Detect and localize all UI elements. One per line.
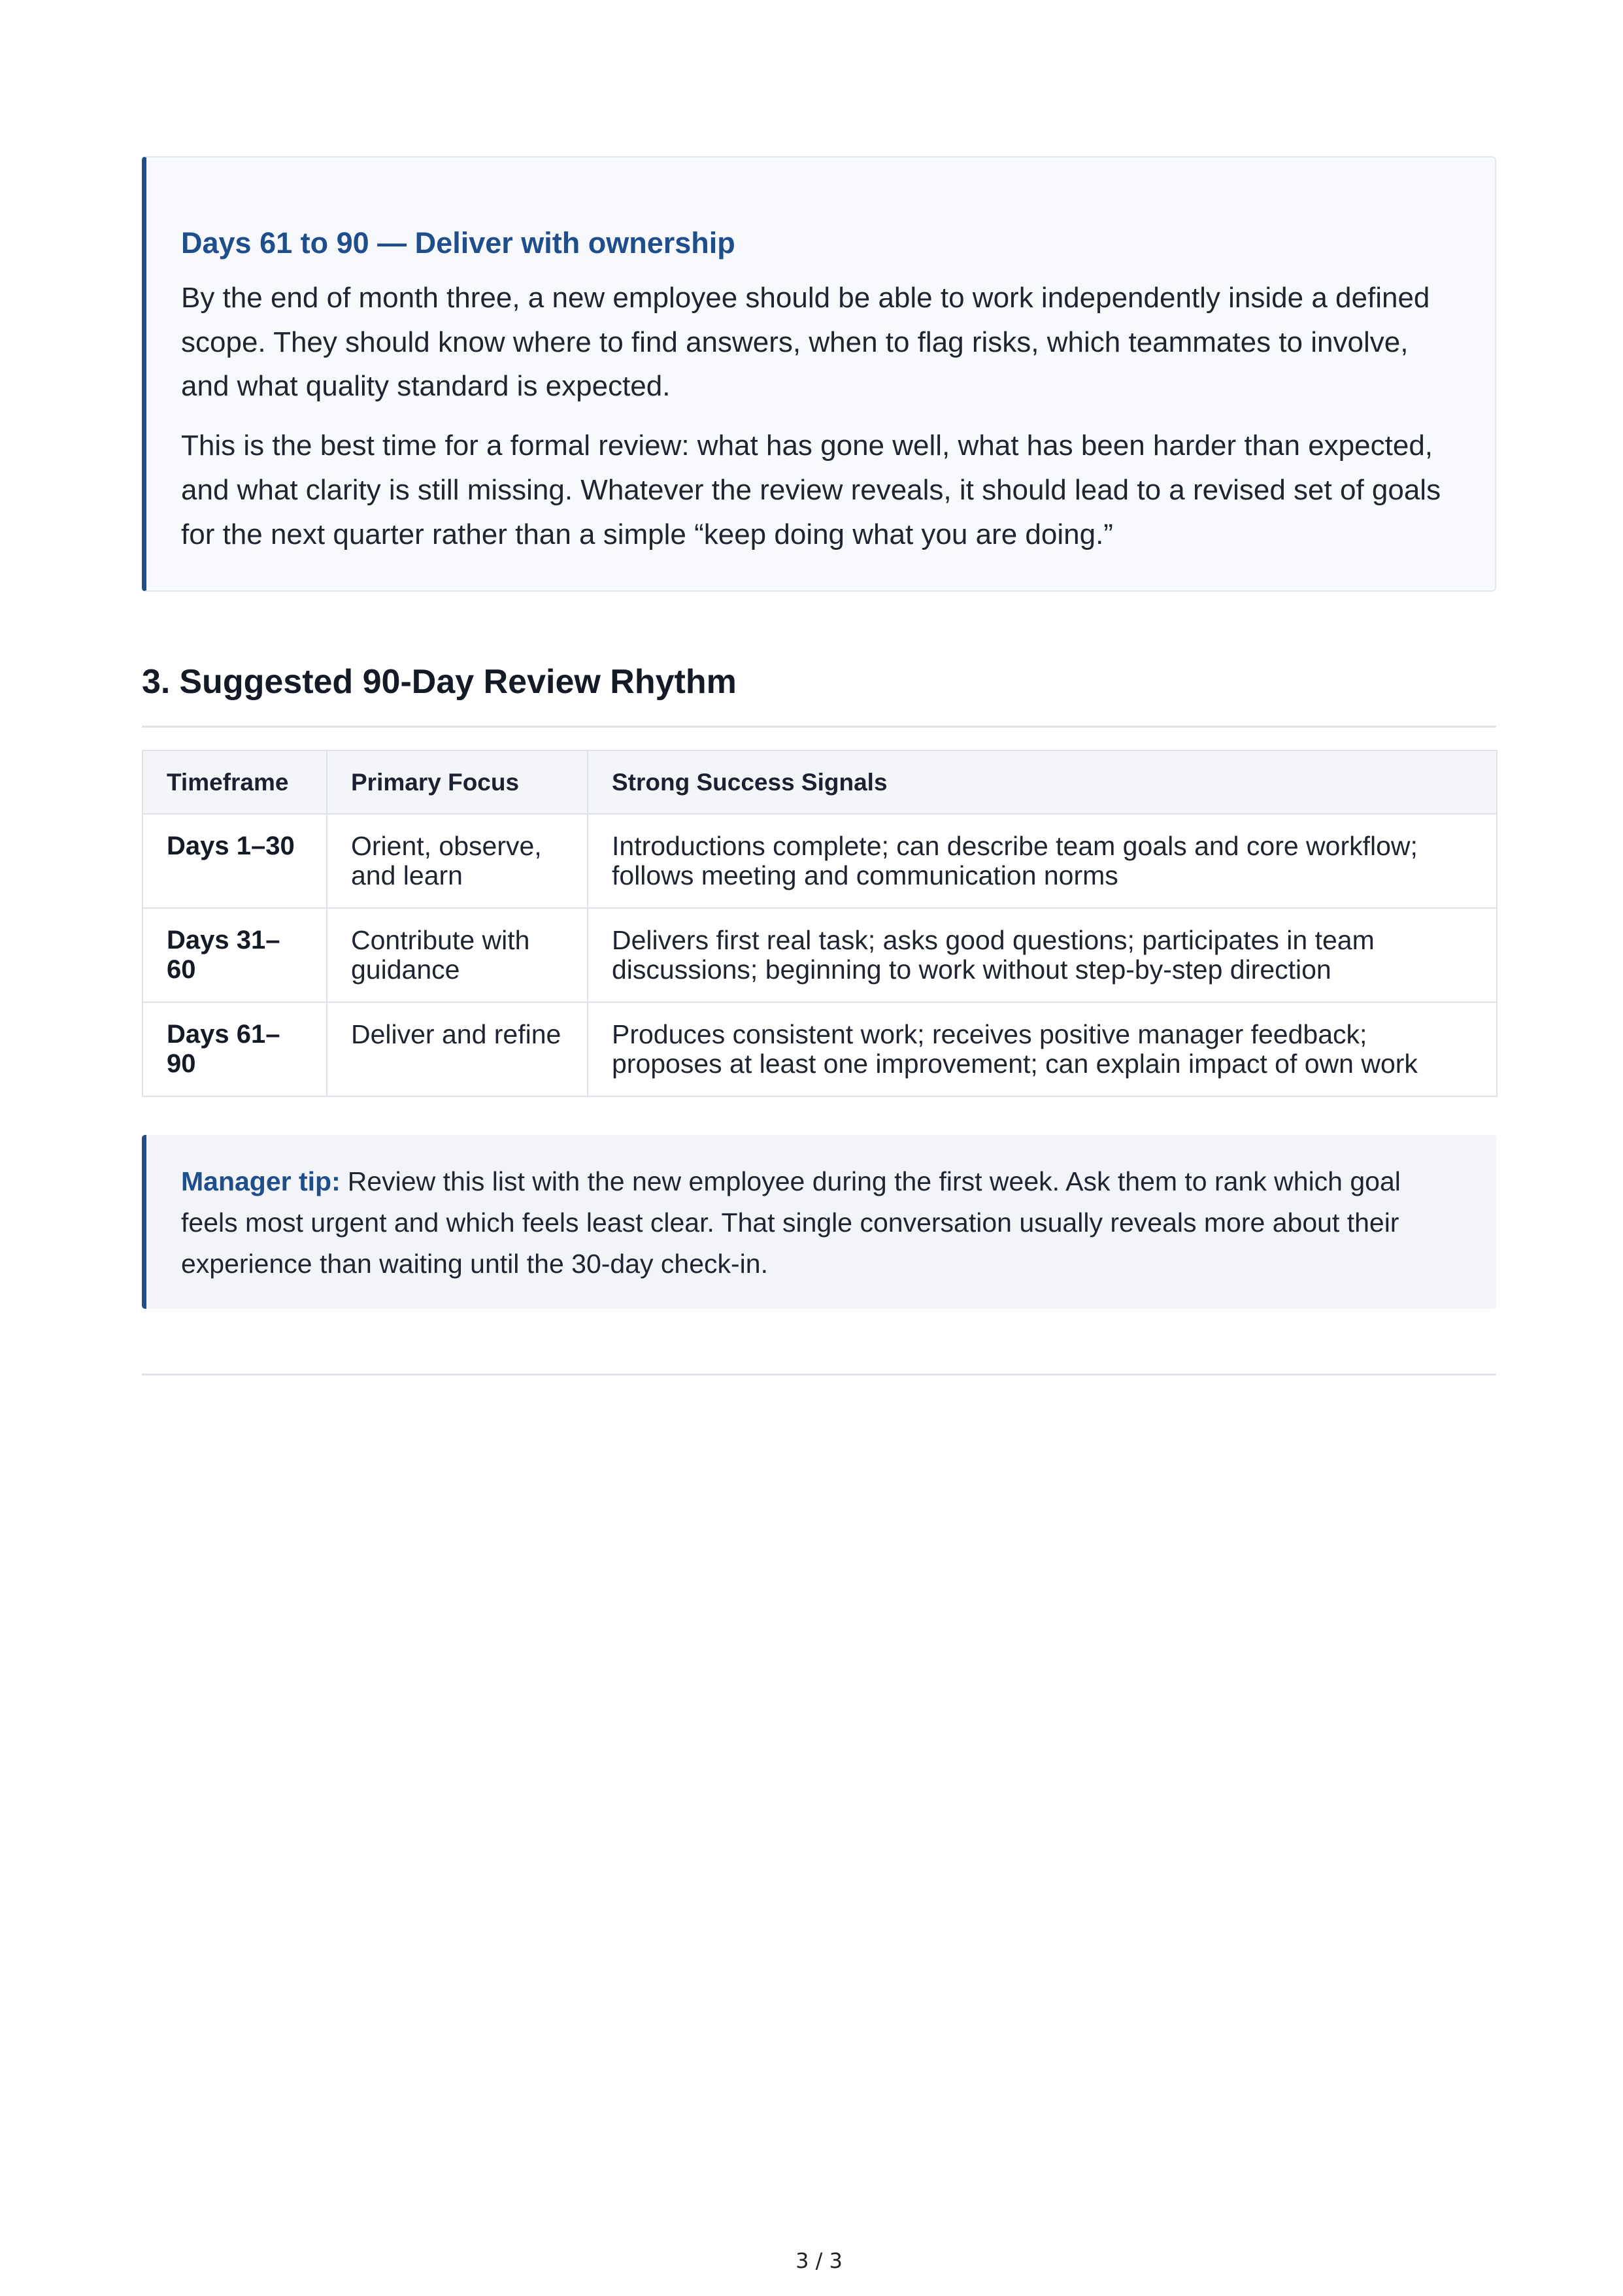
- cell-line: Produces consistent work; receives positive manager feedback;: [612, 1019, 1367, 1049]
- cell-line: Days 31–: [167, 926, 280, 954]
- column-header-primary-focus: Primary Focus: [327, 751, 588, 814]
- cell-line: Introductions complete; can describe team goals and core workflow;: [612, 831, 1418, 861]
- page-number: 3 / 3: [795, 2248, 843, 2273]
- section-number: 3.: [142, 663, 171, 701]
- section-heading: [142, 661, 737, 703]
- paragraph-line: scope. They should know where to find answers, when to flag risks, which teammates to involve,: [181, 326, 1409, 358]
- focus-cell: [327, 1002, 588, 1096]
- page-end-divider: [142, 1374, 1496, 1376]
- cell-line: proposes at least one improvement; can explain impact of own work: [612, 1049, 1418, 1079]
- manager-tip-callout: [142, 1135, 1496, 1309]
- signals-cell: [588, 814, 1497, 908]
- timeframe-cell: [142, 1002, 327, 1096]
- cell-line: discussions; beginning to work without step-by-step direction: [612, 954, 1331, 985]
- paragraph-line: and what quality standard is expected.: [181, 370, 671, 403]
- callout-heading: Days 61 to 90 — Deliver with ownership: [181, 226, 735, 260]
- cell-line: 60: [167, 955, 196, 984]
- table-row: [142, 1002, 1497, 1096]
- tip-text: Review this list with the new employee during the first week. Ask them to rank which goal: [347, 1166, 1401, 1196]
- cell-line: Deliver and refine: [351, 1019, 561, 1049]
- callout-paragraph: [181, 424, 1469, 556]
- table-row: [142, 908, 1497, 1002]
- cell-line: 90: [167, 1049, 196, 1078]
- phase-callout: [142, 156, 1496, 592]
- column-header-timeframe: Timeframe: [142, 751, 327, 814]
- paragraph-line: By the end of month three, a new employee should be able to work independently inside a defined: [181, 282, 1430, 314]
- timeframe-cell: [142, 908, 327, 1002]
- table-row: [142, 814, 1497, 908]
- tip-line: feels most urgent and which feels least clear. That single conversation usually reveals more about their: [181, 1207, 1399, 1238]
- cell-line: guidance: [351, 954, 460, 985]
- paragraph-line: This is the best time for a formal review: what has gone well, what has been harder than expected,: [181, 430, 1433, 462]
- paragraph-line: for the next quarter rather than a simple “keep doing what you are doing.”: [181, 518, 1113, 550]
- cell-line: Days 1–30: [167, 832, 295, 860]
- review-rhythm-table: [142, 750, 1498, 1097]
- signals-cell: [588, 908, 1497, 1002]
- cell-line: Contribute with: [351, 925, 530, 955]
- cell-line: follows meeting and communication norms: [612, 860, 1118, 890]
- timeframe-cell: [142, 814, 327, 908]
- section-divider: [142, 726, 1496, 728]
- cell-line: and learn: [351, 860, 463, 890]
- table-header-row: [142, 751, 1497, 814]
- signals-cell: [588, 1002, 1497, 1096]
- paragraph-line: and what clarity is still missing. Whatever the review reveals, it should lead to a revised set of goals: [181, 473, 1441, 506]
- cell-line: Days 61–: [167, 1020, 280, 1049]
- column-header-success-signals: Strong Success Signals: [588, 751, 1497, 814]
- tip-line: experience than waiting until the 30-day check-in.: [181, 1249, 768, 1279]
- focus-cell: [327, 814, 588, 908]
- tip-line: [181, 1161, 1470, 1202]
- callout-paragraph: [181, 276, 1469, 409]
- focus-cell: [327, 908, 588, 1002]
- cell-line: Delivers first real task; asks good questions; participates in team: [612, 925, 1375, 955]
- cell-line: Orient, observe,: [351, 831, 542, 861]
- section-title: Suggested 90-Day Review Rhythm: [179, 663, 737, 701]
- tip-label: Manager tip:: [181, 1166, 341, 1196]
